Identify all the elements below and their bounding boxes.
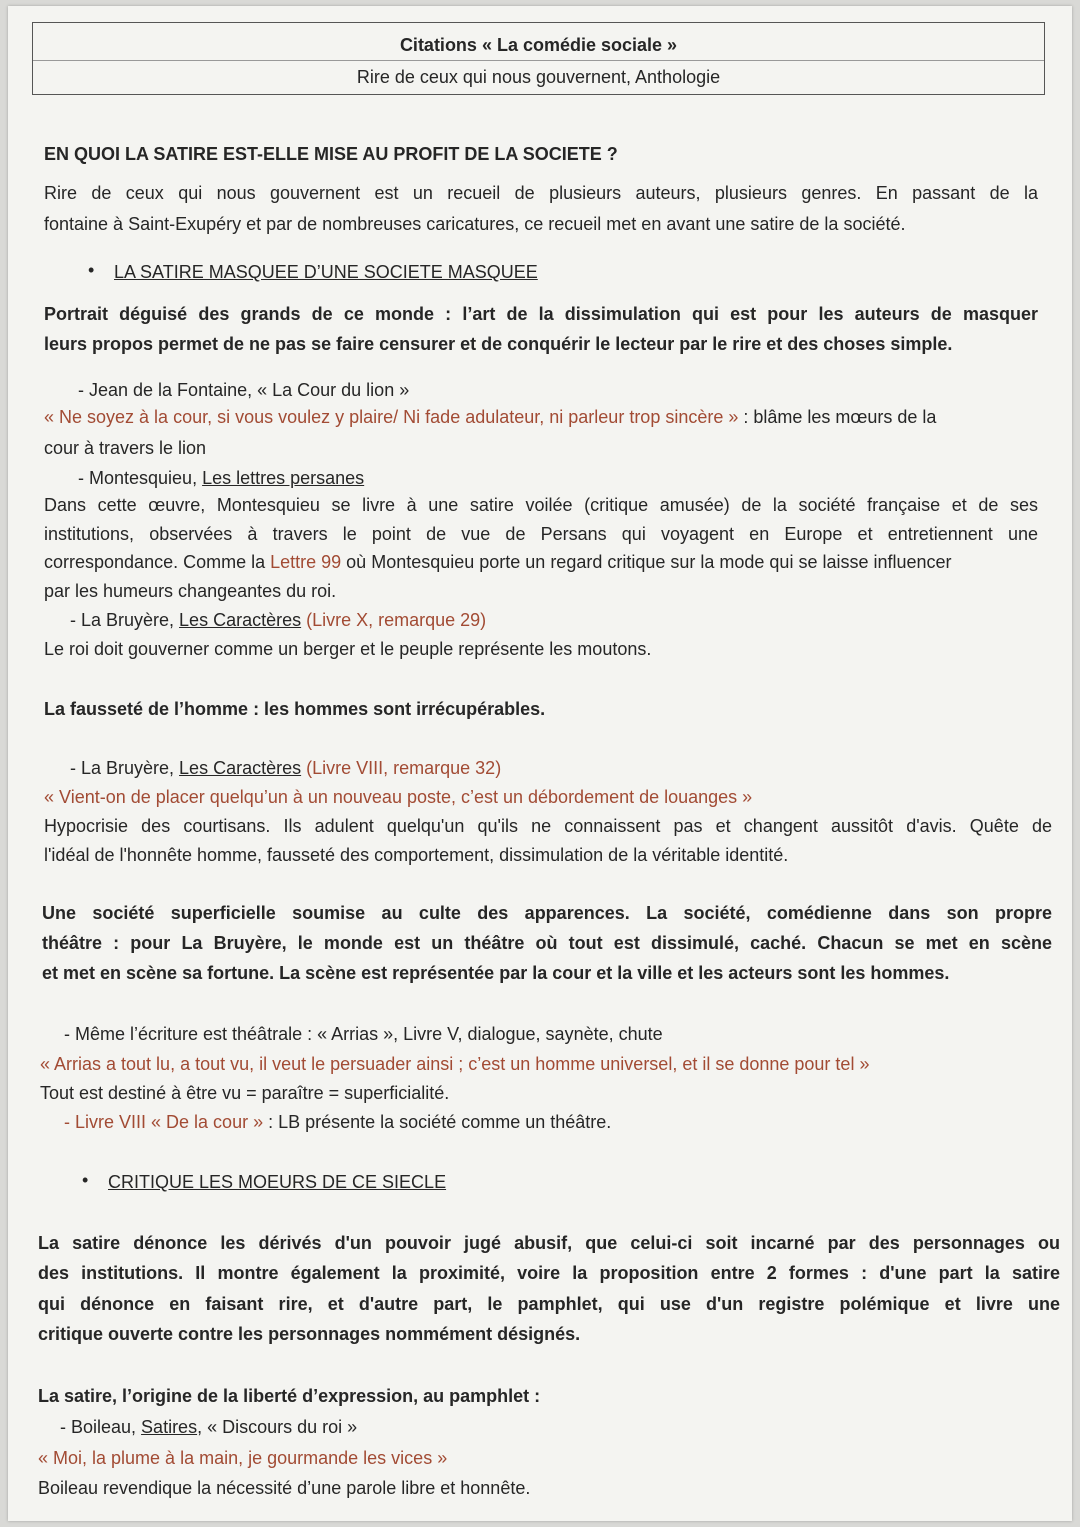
faussete-line-2: l'idéal de l'honnête homme, fausseté des comportement, dissimulation de la véritable identité. [44,845,789,865]
montesquieu-line-3b: où Montesquieu porte un regard critique sur la mode qui se laisse influencer [341,552,952,572]
societe-line-2: théâtre : pour La Bruyère, le monde est un théâtre où tout est dissimulé, caché. Chacun se met en scène [42,933,1052,953]
fontaine-comment-1: : blâme les mœurs de la [738,407,937,427]
faussete-heading: La fausseté de l’homme : les hommes sont irrécupérables. [44,699,546,719]
boileau-ref-prefix: - Boileau, [60,1417,142,1437]
societe-line-3: et met en scène sa fortune. La scène est représentée par la cour et la ville et les acteurs sont les hommes. [42,963,950,983]
fontaine-quote-line [44,407,936,427]
satire-line-4: critique ouverte contre les personnages nommément désignés. [38,1324,581,1344]
document-subtitle: Rire de ceux qui nous gouvernent, Anthologie [356,67,721,87]
section2-heading: CRITIQUE LES MOEURS DE CE SIECLE [108,1172,447,1192]
intro-line-2: fontaine à Saint-Exupéry et par de nombreuses caricatures, ce recueil met en avant une satire de la société. [44,214,906,234]
bruyere-work-1: Les Caractères [179,610,302,630]
montesquieu-ref-prefix: - Montesquieu, [78,468,203,488]
satire-line-3: qui dénonce en faisant rire, et d'autre part, le pamphlet, qui use d'un registre polémique et livre une [38,1294,1060,1314]
montesquieu-line-3 [44,552,952,572]
bruyere-ref-2-prefix: - La Bruyère, [70,758,180,778]
title-divider [33,60,1044,61]
societe-line-1: Une société superficielle soumise au culte des apparences. La société, comédienne dans son propre [42,903,1052,923]
bullet-icon: • [88,260,95,280]
lettre-99: Lettre 99 [270,552,342,572]
montesquieu-line-3a: correspondance. Comme la [44,552,271,572]
bruyere-work-2: Les Caractères [179,758,302,778]
bruyere-ref-1 [70,610,486,630]
portrait-line-1: Portrait déguisé des grands de ce monde : l’art de la dissimulation qui est pour les auteurs de masquer [44,304,1038,324]
document-title: Citations « La comédie sociale » [399,35,678,55]
boileau-ref [60,1417,357,1437]
title-box [32,22,1045,95]
arrias-quote: « Arrias a tout lu, a tout vu, il veut le persuader ainsi ; c’est un homme universel, et il se donne pour tel » [40,1054,870,1074]
montesquieu-line-4: par les humeurs changeantes du roi. [44,581,337,601]
liberte-heading: La satire, l’origine de la liberté d’expression, au pamphlet : [38,1386,541,1406]
montesquieu-line-1: Dans cette œuvre, Montesquieu se livre à une satire voilée (critique amusée) de la société française et de ses [44,495,1038,515]
montesquieu-work: Les lettres persanes [202,468,365,488]
arrias-comment: Tout est destiné à être vu = paraître = superficialité. [40,1083,450,1103]
bruyere-comment-1: Le roi doit gouverner comme un berger et le peuple représente les moutons. [44,639,652,659]
montesquieu-line-2: institutions, observées à travers le point de vue de Persans qui voyagent en Europe et entretiennent une [44,524,1038,544]
boileau-ref-suffix: , « Discours du roi » [197,1417,358,1437]
satire-line-2: des institutions. Il montre également la proximité, voire la proposition entre 2 formes : d'une part la satire [38,1263,1060,1283]
arrias-ref: - Même l’écriture est théâtrale : « Arrias », Livre V, dialogue, saynète, chute [64,1024,663,1044]
main-question: EN QUOI LA SATIRE EST-ELLE MISE AU PROFIT DE LA SOCIETE ? [44,144,618,164]
bruyere-note-2: (Livre VIII, remarque 32) [301,758,502,778]
portrait-line-2: leurs propos permet de ne pas se faire censurer et de conquérir le lecteur par le rire et des choses simple. [44,334,953,354]
montesquieu-ref [78,468,364,488]
livre-viii-text: : LB présente la société comme un théâtre. [263,1112,612,1132]
bruyere-note-1: (Livre X, remarque 29) [301,610,487,630]
fontaine-comment-2: cour à travers le lion [44,438,207,458]
fontaine-ref: - Jean de la Fontaine, « La Cour du lion » [78,380,410,400]
bullet-icon: • [82,1170,89,1190]
intro-line-1: Rire de ceux qui nous gouvernent est un recueil de plusieurs auteurs, plusieurs genres. En passant de la [44,183,1038,203]
boileau-work: Satires [141,1417,198,1437]
livre-viii-ref: - Livre VIII « De la cour » [64,1112,264,1132]
document-page [8,6,1072,1521]
livre-viii-line [64,1112,611,1132]
louanges-quote: « Vient-on de placer quelqu’un à un nouveau poste, c’est un débordement de louanges » [44,787,753,807]
faussete-line-1: Hypocrisie des courtisans. Ils adulent quelqu'un qu'ils ne connaissent pas et changent aussitôt d'avis. Quête de [44,816,1052,836]
boileau-comment: Boileau revendique la nécessité d’une parole libre et honnête. [38,1478,531,1498]
section1-heading: LA SATIRE MASQUEE D’UNE SOCIETE MASQUEE [114,262,538,282]
fontaine-quote: « Ne soyez à la cour, si vous voulez y plaire/ Ni fade adulateur, ni parleur trop sincère » [44,407,739,427]
satire-line-1: La satire dénonce les dérivés d'un pouvoir jugé abusif, que celui-ci soit incarné par des personnages ou [38,1233,1060,1253]
bruyere-ref-1-prefix: - La Bruyère, [70,610,180,630]
boileau-quote: « Moi, la plume à la main, je gourmande les vices » [38,1448,448,1468]
bruyere-ref-2 [70,758,501,778]
